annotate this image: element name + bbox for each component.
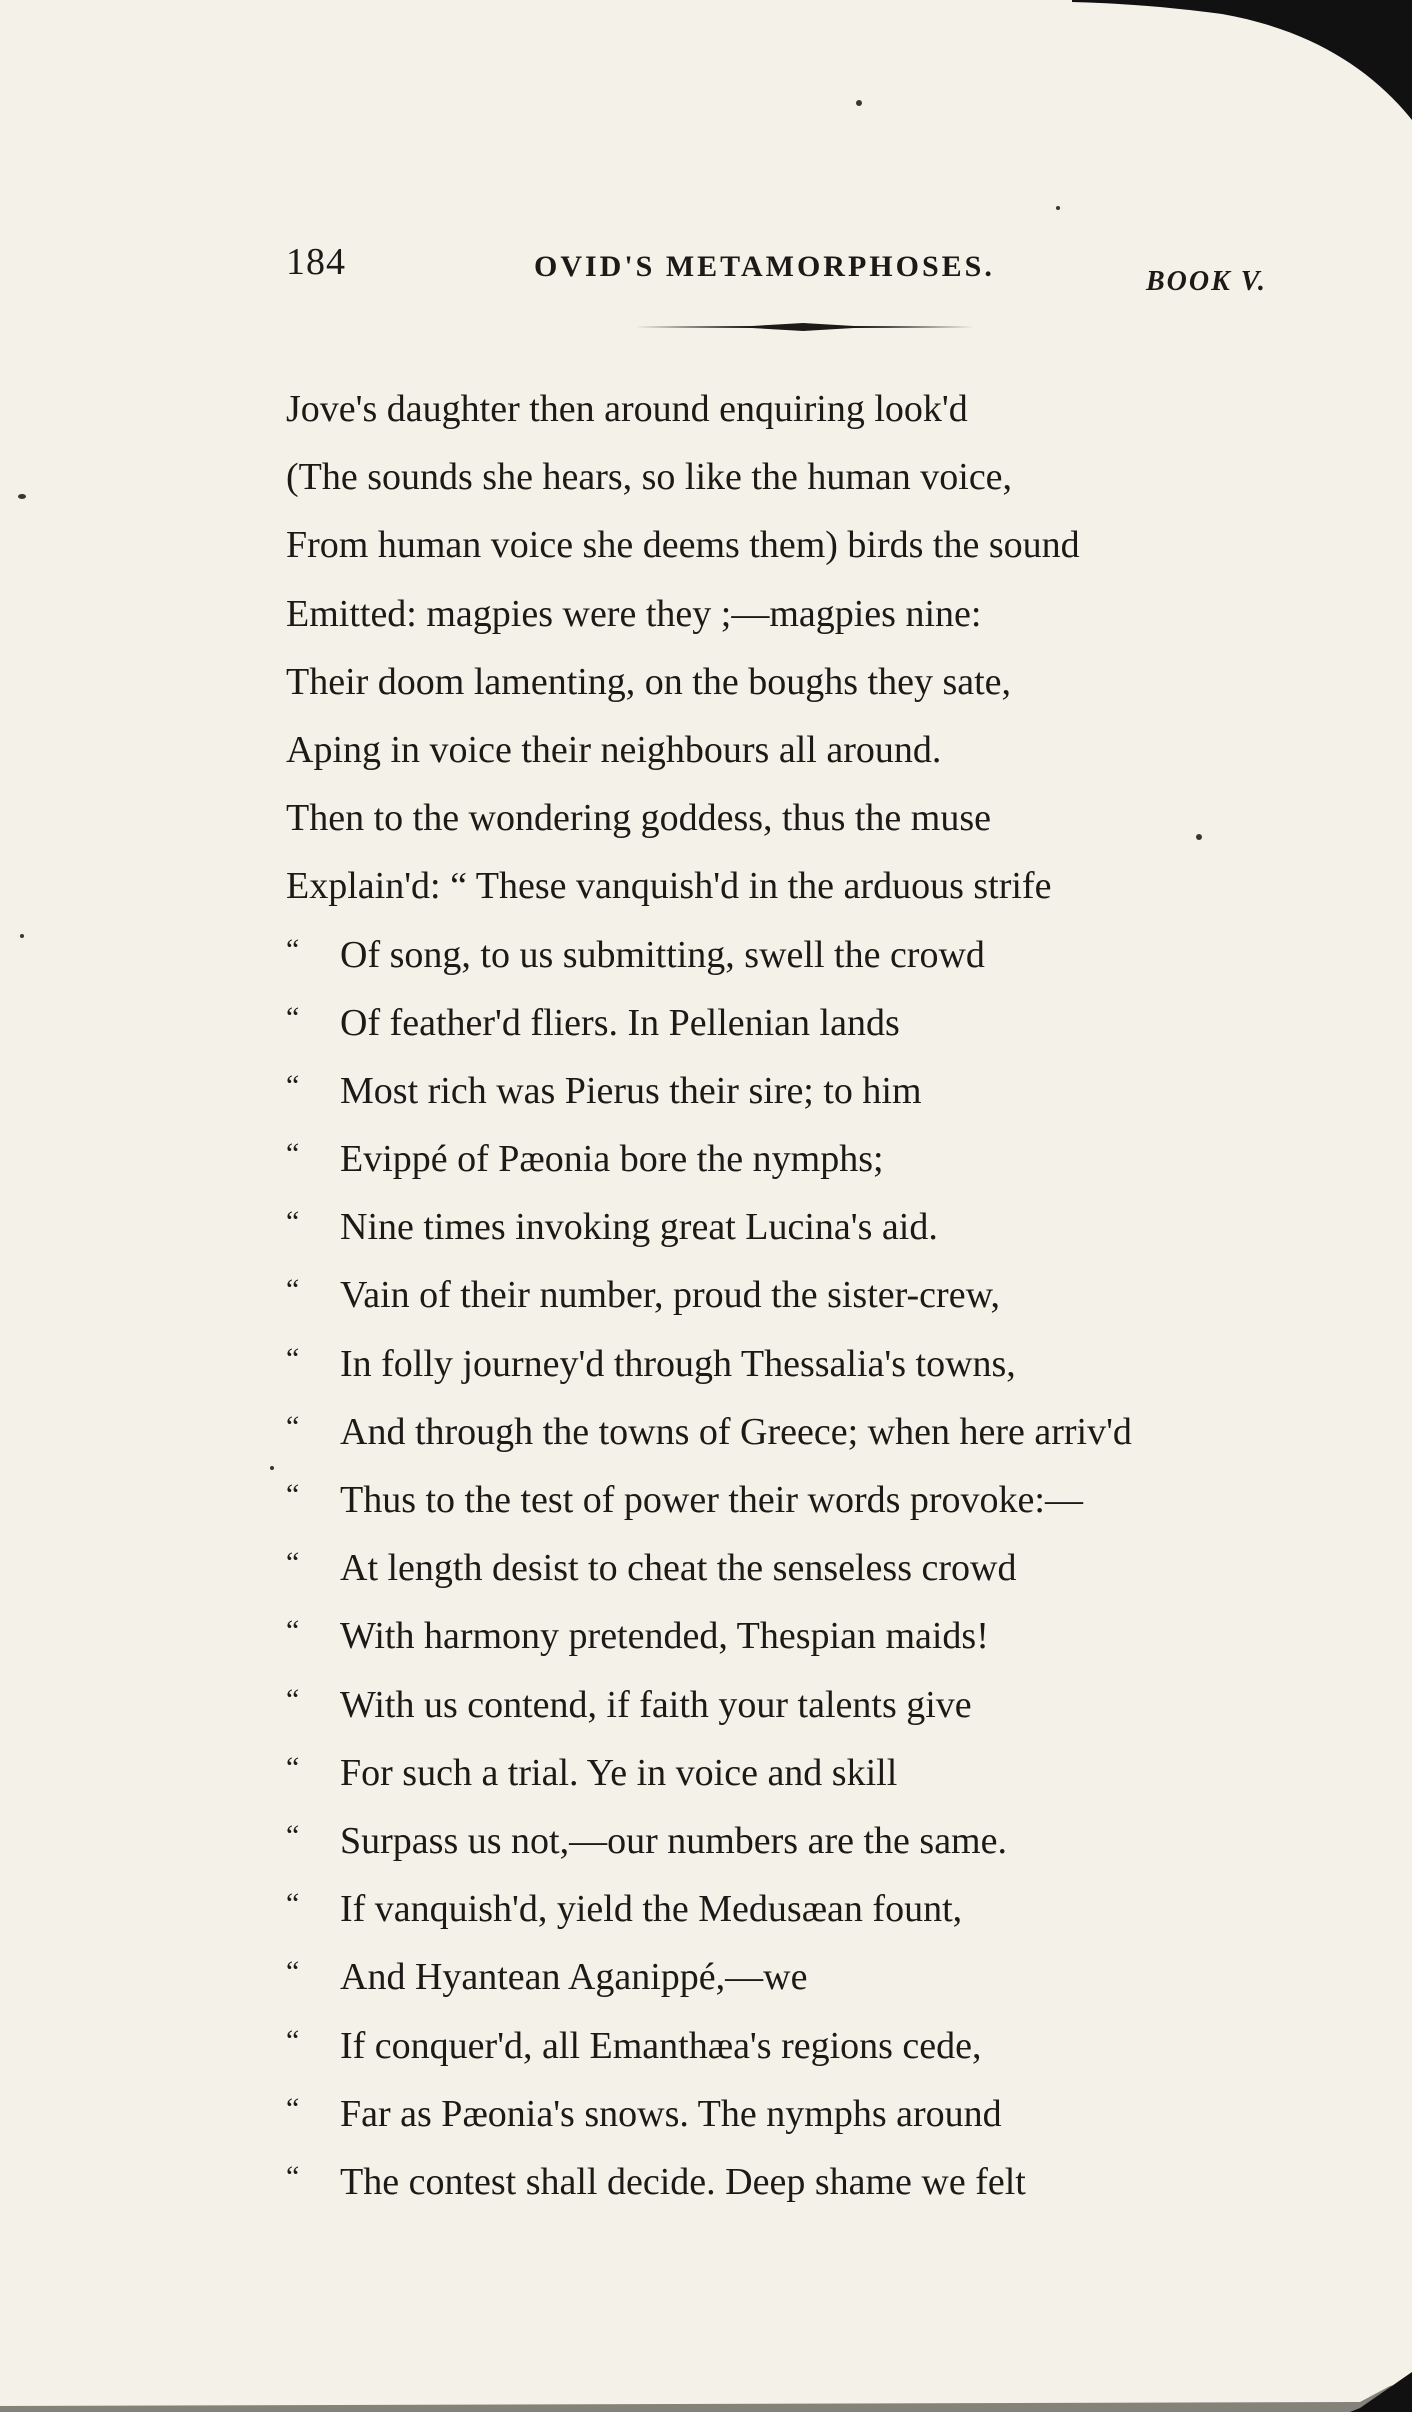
quote-mark: “	[286, 932, 300, 966]
verse-line	[286, 1261, 1306, 1329]
verse-line	[286, 648, 1306, 716]
verse-text: With harmony pretended, Thespian maids!	[340, 1615, 989, 1658]
quote-mark: “	[286, 1818, 300, 1852]
verse-text: In folly journey'd through Thessalia's towns,	[340, 1342, 1016, 1385]
quote-mark: “	[286, 1341, 300, 1375]
verse-line	[286, 443, 1306, 511]
verse-text: Explain'd: “ These vanquish'd in the arduous strife	[286, 865, 1052, 908]
ink-speck	[1056, 206, 1060, 210]
verse-line	[286, 2148, 1306, 2216]
verse-line	[286, 1398, 1306, 1466]
verse-text: If vanquish'd, yield the Medusæan fount,	[340, 1888, 963, 1931]
verse-line	[286, 784, 1306, 852]
verse-line	[286, 580, 1306, 648]
verse-text: Of feather'd fliers. In Pellenian lands	[340, 1001, 900, 1044]
quote-mark: “	[286, 1000, 300, 1034]
verse-line	[286, 1739, 1306, 1807]
quote-mark: “	[286, 1478, 300, 1511]
header-rule	[632, 322, 974, 332]
verse-text: With us contend, if faith your talents give	[340, 1683, 972, 1726]
quote-mark: “	[286, 1137, 300, 1171]
quote-mark: “	[286, 1955, 300, 1989]
verse-line	[286, 511, 1306, 579]
verse-line	[286, 1875, 1306, 1943]
verse-line	[286, 989, 1306, 1057]
verse-line	[286, 716, 1306, 784]
verse-text: Thus to the test of power their words provoke:—	[340, 1479, 1083, 1521]
verse-line	[286, 1943, 1306, 2011]
running-title: OVID'S METAMORPHOSES.	[534, 250, 995, 283]
quote-mark: “	[286, 1682, 300, 1716]
ink-speck	[1196, 834, 1202, 840]
page-bottom-edge	[0, 2372, 1412, 2412]
verse-text: Their doom lamenting, on the boughs they sate,	[286, 660, 1012, 703]
verse-line	[286, 1466, 1306, 1534]
quote-mark: “	[286, 1750, 300, 1784]
book-label: BOOK V.	[1146, 266, 1267, 297]
quote-mark: “	[286, 1887, 300, 1921]
verse-text: At length desist to cheat the senseless crowd	[340, 1547, 1017, 1590]
verse-text: Vain of their number, proud the sister-crew,	[340, 1274, 1001, 1317]
verse-line	[286, 2012, 1306, 2080]
verse-text: And through the towns of Greece; when here arriv'd	[340, 1410, 1132, 1453]
quote-mark: “	[286, 1409, 300, 1443]
quote-mark: “	[286, 1614, 300, 1648]
ink-speck	[856, 100, 862, 106]
verse-text: For such a trial. Ye in voice and skill	[340, 1751, 898, 1794]
quote-mark: “	[286, 2023, 300, 2057]
verse-text: And Hyantean Aganippé,—we	[340, 1956, 808, 1999]
ink-speck	[18, 494, 26, 499]
verse-text: From human voice she deems them) birds the sound	[286, 524, 1080, 567]
quote-mark: “	[286, 2159, 300, 2193]
verse-line	[286, 1807, 1306, 1875]
quote-mark: “	[286, 1068, 300, 1102]
verse-text: Surpass us not,—our numbers are the same.	[340, 1819, 1007, 1862]
ink-speck	[20, 934, 24, 938]
quote-mark: “	[286, 1273, 300, 1307]
verse-text: If conquer'd, all Emanthæa's regions cede,	[340, 2024, 982, 2067]
verse-block	[286, 375, 1306, 2216]
verse-line	[286, 1057, 1306, 1125]
verse-text: The contest shall decide. Deep shame we felt	[340, 2160, 1026, 2203]
verse-line	[286, 852, 1306, 920]
verse-line	[286, 1125, 1306, 1193]
verse-text: Nine times invoking great Lucina's aid.	[340, 1206, 938, 1249]
verse-line	[286, 2080, 1306, 2148]
verse-line	[286, 1534, 1306, 1602]
verse-text: Then to the wondering goddess, thus the muse	[286, 797, 992, 840]
quote-mark: “	[286, 1205, 300, 1239]
verse-text: Jove's daughter then around enquiring look'd	[286, 388, 968, 430]
page-number: 184	[286, 241, 346, 283]
quote-mark: “	[286, 1546, 300, 1580]
verse-text: Of song, to us submitting, swell the crowd	[340, 933, 985, 976]
verse-line	[286, 1671, 1306, 1739]
verse-line	[286, 375, 1306, 443]
verse-line	[286, 1602, 1306, 1670]
verse-text: Emitted: magpies were they ;—magpies nine:	[286, 592, 982, 635]
verse-line	[286, 1330, 1306, 1398]
running-header	[0, 240, 1412, 300]
verse-text: Most rich was Pierus their sire; to him	[340, 1069, 922, 1112]
verse-line	[286, 1193, 1306, 1261]
quote-mark: “	[286, 2091, 300, 2125]
page-corner-shadow	[1072, 0, 1412, 120]
verse-line	[286, 921, 1306, 989]
ink-speck	[270, 1466, 274, 1470]
verse-text: Aping in voice their neighbours all around.	[286, 728, 942, 771]
verse-text: (The sounds she hears, so like the human voice,	[286, 456, 1013, 499]
verse-text: Evippé of Pæonia bore the nymphs;	[340, 1138, 884, 1181]
verse-text: Far as Pæonia's snows. The nymphs around	[340, 2092, 1002, 2135]
